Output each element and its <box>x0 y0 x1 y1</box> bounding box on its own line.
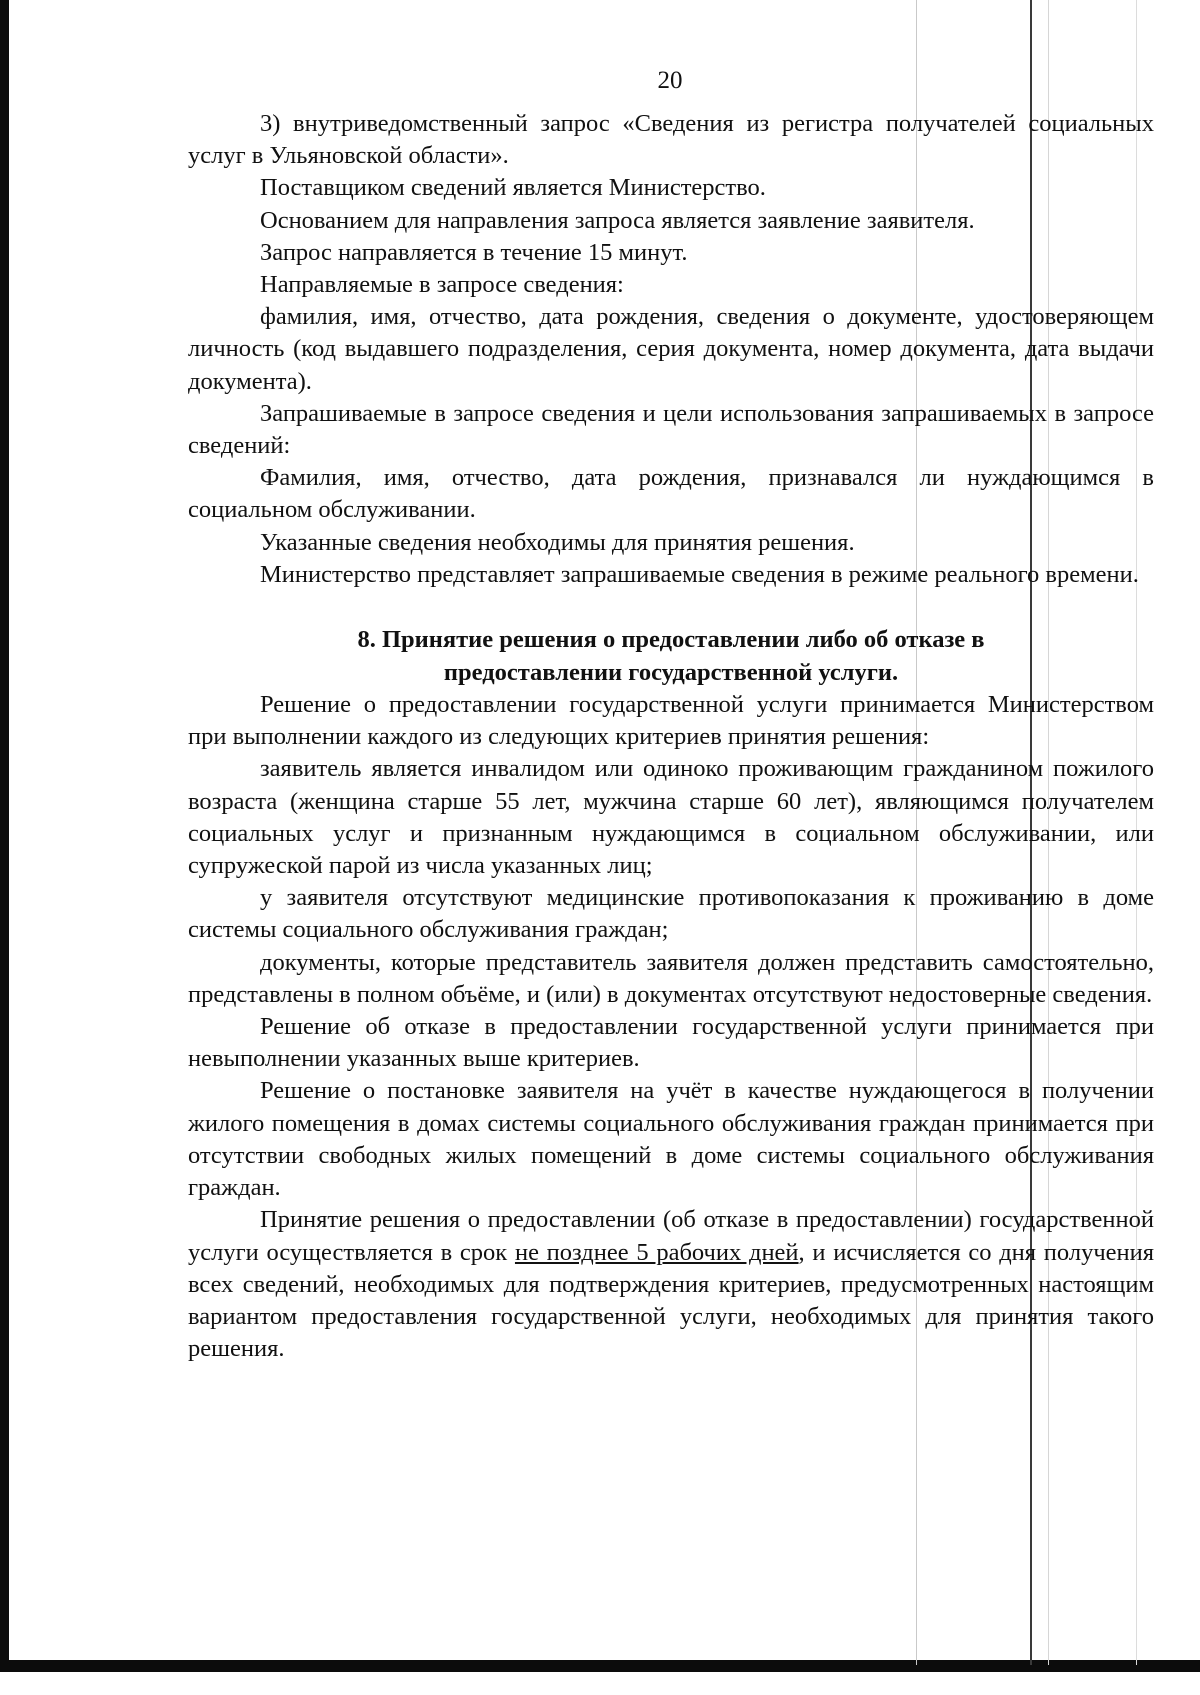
deadline-underlined: не позднее 5 рабочих дней <box>514 1238 799 1266</box>
page-number: 20 <box>657 67 683 94</box>
scan-left-border <box>0 0 9 1672</box>
paragraph-refusal: Решение об отказе в предоставлении государственной услуги принимается при невыполнении указанных выше критериев. <box>188 1013 1154 1073</box>
section-heading-line2: предоставлении государственной услуги. <box>443 659 899 687</box>
paragraph-timing: Запрос направляется в течение 15 минут. <box>260 238 688 266</box>
scan-bottom-border <box>0 1660 1200 1672</box>
paragraph-basis: Основанием для направления запроса является заявление заявителя. <box>260 206 975 234</box>
paragraph-criterion-medical: у заявителя отсутствуют медицинские противопоказания к проживанию в доме системы социального обслуживания граждан; <box>188 884 1154 944</box>
paragraph-deadline <box>188 1204 1154 1365</box>
paragraph-realtime: Министерство представляет запрашиваемые сведения в режиме реального времени. <box>260 560 1139 588</box>
paragraph-registration: Решение о постановке заявителя на учёт в качестве нуждающегося в получении жилого помещения в домах системы социального обслуживания граждан принимается при отсутствии свободных жилых помещений в доме системы социального обслуживания граждан. <box>188 1077 1154 1202</box>
paragraph-requested-data: Фамилия, имя, отчество, дата рождения, признавался ли нуждающимся в социальном обслуживании. <box>188 464 1154 524</box>
paragraph-request: 3) внутриведомственный запрос «Сведения из регистра получателей социальных услуг в Ульяновской области». <box>188 110 1154 170</box>
document-body <box>188 108 1154 1365</box>
paragraph-criterion-documents: документы, которые представитель заявителя должен представить самостоятельно, представлены в полном объёме, и (или) в документах отсутствуют недостоверные сведения. <box>188 948 1154 1008</box>
paragraph-decision-criteria: Решение о предоставлении государственной услуги принимается Министерством при выполнении каждого из следующих критериев принятия решения: <box>188 691 1154 751</box>
paragraph-criterion-applicant: заявитель является инвалидом или одиноко проживающим гражданином пожилого возраста (женщина старше 55 лет, мужчина старше 60 лет), являющимся получателем социальных услуг и признанным нуждающимся в социальном обслуживании, или супружеской парой из числа указанных лиц; <box>188 755 1154 880</box>
deadline-text-before: Принятие решения о предоставлении (об отказе в предоставлении) государственной услуги осуществляется в срок <box>188 1206 1154 1266</box>
paragraph-provider: Поставщиком сведений является Министерство. <box>260 174 766 202</box>
paragraph-requested-data-label: Запрашиваемые в запросе сведения и цели использования запрашиваемых в запросе сведений: <box>188 399 1154 460</box>
deadline-text-after: , и исчисляется со дня получения всех сведений, необходимых для подтверждения критериев, предусмотренных настоящим вариантом предоставления государственной услуги, необходимых для принятия такого решения. <box>188 1238 1155 1363</box>
paragraph-sent-data: фамилия, имя, отчество, дата рождения, сведения о документе, удостоверяющем личность (код выдавшего подразделения, серия документа, номер документа, дата выдачи документа). <box>188 303 1154 395</box>
paragraph-sent-data-label: Направляемые в запросе сведения: <box>260 271 624 299</box>
paragraph-purpose: Указанные сведения необходимы для принятия решения. <box>260 528 855 556</box>
section-heading <box>188 623 1154 689</box>
section-heading-line1: 8. Принятие решения о предоставлении либо об отказе в <box>357 626 985 654</box>
